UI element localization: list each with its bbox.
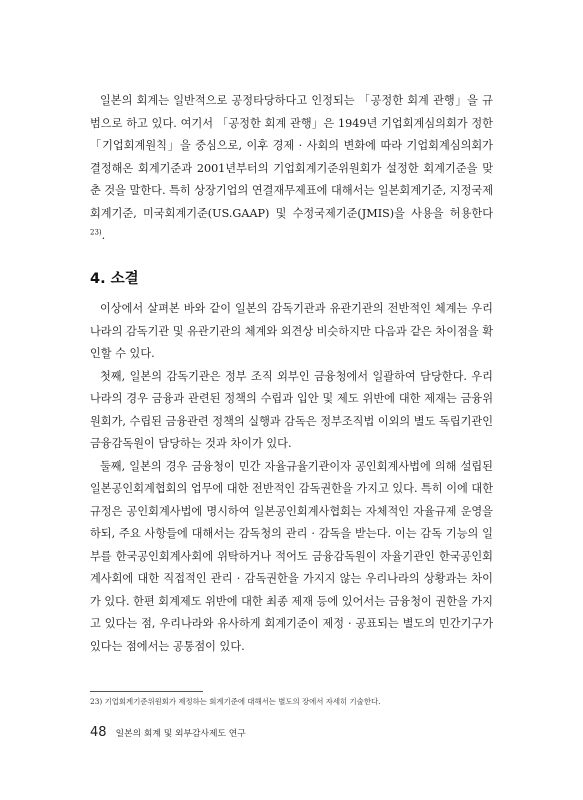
paragraph-first-difference: 첫째, 일본의 감독기관은 정부 조직 외부인 금융청에서 일괄하여 담당한다. 우리나라의 경우 금융과 관련된 정책의 수립과 입안 및 제도 위반에 대한 제재는 금융위원회가, 수립된 금융관련 정책의 실행과 감독은 정부조직법 이외의 별도 독립기관인 금융감독원이 담당하는 것과 차이가 있다.: [90, 369, 494, 450]
footnote-23: 23) 기업회계기준위원회가 제정하는 회계기준에 대해서는 별도의 장에서 자세히 기술한다.: [90, 697, 381, 706]
section-heading: 4. 소결: [90, 271, 139, 287]
paragraph-second-difference: 둘째, 일본의 경우 금융청이 민간 자율규율기관이자 공인회계사법에 의해 설립된 일본공인회계협회의 업무에 대한 전반적인 감독권한을 가지고 있다. 특히 이에 대한 규정은 공인회계사법에 명시하여 일본공인회계사협회는 자체적인 자율규제 운영을 하되, 주요 사항들에 대해서는 감독청의 관리 · 감독을 받는다. 이는 감독 기능의 일부를 한국공인회계사회에 위탁하거나 적어도 금융감독원이 자율기관인 한국공인회계사회에 대한 직접적인 관리 · 감독권한을 가지지 않는 우리나라의 상황과는 차이가 있다. 한편 회계제도 위반에 대한 최종 제재 등에 있어서는 금융청이 권한을 가지고 있다는 점, 우리나라와 유사하게 회계기준이 제정 · 공표되는 별도의 민간기구가 있다는 점에서는 공통점이 있다.: [90, 459, 494, 653]
footnote-divider: [90, 691, 203, 692]
footnote-reference[interactable]: 23): [90, 228, 102, 237]
page-number: 48: [90, 725, 107, 740]
paragraph-japan-accounting: [90, 90, 493, 248]
paragraph-overview: 이상에서 살펴본 바와 같이 일본의 감독기관과 유관기관의 전반적인 체계는 우리나라의 감독기관 및 유관기관의 체계와 외견상 비슷하지만 다음과 같은 차이점을 확인할 수 있다.: [90, 302, 494, 360]
paragraph-text: 일본의 회계는 일반적으로 공정타당하다고 인정되는 「공정한 회계 관행」을 규범으로 하고 있다. 여기서 「공정한 회계 관행」은 1949년 기업회계심의회가 정한 「기업회계원칙」을 중심으로, 이후 경제 · 사회의 변화에 따라 기업회계심의회가 결정해온 회계기준과 2001년부터의 기업회계기준위원회가 설정한 회계기준을 맞춘 것을 말한다. 특히 상장기업의 연결재무제표에 대해서는 일본회계기준, 지정국제회계기준, 미국회계기준(US.GAAP) 및 수정국제기준(JMIS)을 사용을 허용한다: [90, 94, 494, 220]
paragraph-end-punct: .: [101, 229, 106, 242]
summary-section-block: [90, 298, 493, 658]
page-footer: [90, 721, 246, 740]
running-title: 일본의 회계 및 외부감사제도 연구: [115, 729, 246, 739]
intro-paragraph-block: [90, 90, 493, 248]
